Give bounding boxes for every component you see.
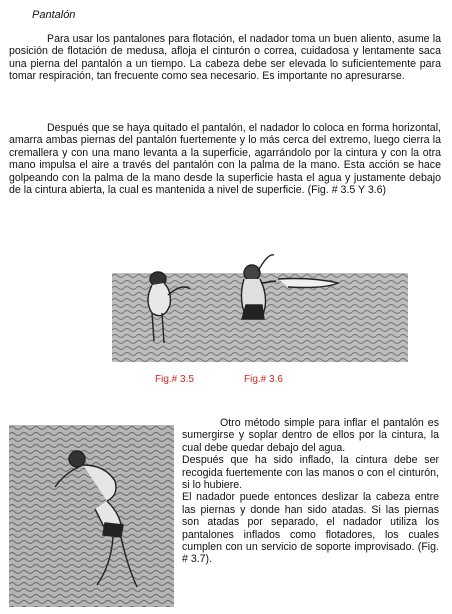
- paragraph-3-part-b: Después que ha sido inflado, la cintura debe ser recogida fuertemente con las manos o con el cinturón, si lo hubiere.: [182, 454, 439, 492]
- figure-3-6-caption: Fig.# 3.6: [244, 374, 283, 385]
- water-body: [9, 425, 174, 607]
- paragraph-2: Después que se haya quitado el pantalón, el nadador lo coloca en forma horizontal, amarra ambas piernas del pantalón fuertemente y lo más cerca del extremo, luego cierra la cremallera y con una mano levanta a la superficie, agarrándolo por la cintura y con la otra mano impulsa el aire a través del pantalón con la palma de la mano. Esta acción se hace golpeando con la palma de la mano desde la superficie hasta el agua y justamente debajo de la cintura abierta, la cual es mantenida a nivel de superficie. (Fig. # 3.5 Y 3.6): [9, 122, 441, 197]
- section-heading: Pantalón: [32, 9, 76, 21]
- paragraph-3-part-a: Otro método simple para inflar el pantalón es sumergirse y soplar dentro de ellos por la cintura, la cual debe quedar debajo del agua.: [182, 417, 439, 454]
- paragraph-1: Para usar los pantalones para flotación, el nadador toma un buen aliento, asume la posición de flotación de medusa, afloja el cinturón o correa, cuidadosa y lentamente saca una pierna del pantalón a un tiempo. La cabeza debe ser elevada lo suficientemente para tomar respiración, tan frecuente como sea necesario. Es importante no apresurarse.: [9, 33, 441, 83]
- figure-3-7-illustration: [9, 425, 174, 607]
- figure-3-5-caption: Fig.# 3.5: [155, 374, 194, 385]
- paragraph-3-part-c: El nadador puede entonces deslizar la cabeza entre las piernas y donde han sido atadas. Si las piernas son atadas por separado, el nadador utiliza los pantalones inflados como flotadores, los cuales cumplen con un servicio de soporte improvisado. (Fig. # 3.7).: [182, 491, 439, 566]
- figure-3-5-3-6-illustration: [112, 243, 408, 362]
- paragraph-3: [182, 417, 439, 566]
